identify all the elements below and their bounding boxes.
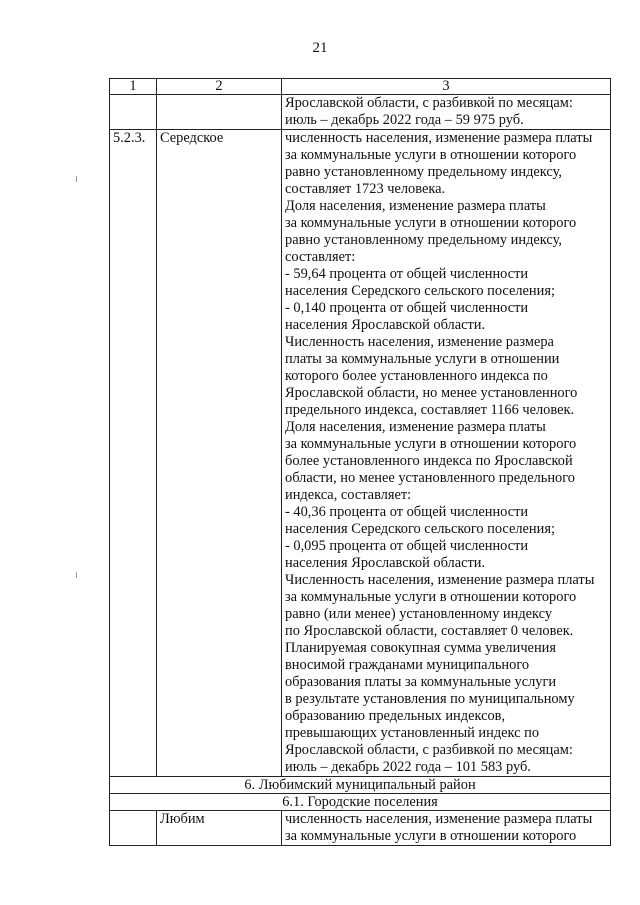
header-col-1: 1 [110, 79, 157, 95]
data-table [109, 78, 611, 846]
table-row-5-2-3 [110, 130, 611, 777]
settlement-name: Середское [157, 130, 282, 777]
continuation-num-cell [110, 95, 157, 130]
table-row-lubim [110, 811, 611, 846]
margin-mark-bottom [76, 572, 77, 578]
section-heading-6-1: 6.1. Городские поселения [110, 794, 611, 811]
section-heading-6: 6. Любимский муниципальный район [110, 777, 611, 794]
header-col-2: 2 [157, 79, 282, 95]
margin-mark-top [76, 176, 77, 182]
table-header-row [110, 79, 611, 95]
row-number: 5.2.3. [110, 130, 157, 777]
continuation-row [110, 95, 611, 130]
settlement-name: Любим [157, 811, 282, 846]
row-description: численность населения, изменение размера платы за коммунальные услуги в отношении которого равно установленному предельному индексу, составляет 1723 человека. Доля населения, изменение размера платы за коммунальные услуги в отношении которого равно установленному предельному индексу, составляет: - 59,64 процента от общей численности населения Середского сельского поселения; - 0,140 процента от общей численности населения Ярославской области. Численность населения, изменение размера платы за коммунальные услуги в отношении которого более установленного индекса по Ярославской области, но менее установленного предельного индекса, составляет 1166 человек. Доля населения, изменение размера платы за коммунальные услуги в отношении которого более установленного индекса по Ярославской области, но менее установленного предельного индекса, составляет: - 40,36 процента от общей численности населения Середского сельского поселения; - 0,095 процента от общей численности населения Ярославской области. Численность населения, изменение размера платы за коммунальные услуги в отношении которого равно (или менее) установленному индексу по Ярославской области, составляет 0 человек. Планируемая совокупная сумма увеличения вносимой гражданами муниципального образования платы за коммунальные услуги в результате установления по муниципальному образованию предельных индексов, превышающих установленный индекс по Ярославской области, с разбивкой по месяцам: июль – декабрь 2022 года – 101 583 руб. [282, 130, 611, 777]
row-description: численность населения, изменение размера платы за коммунальные услуги в отношении которого [282, 811, 611, 846]
section-heading-row [110, 777, 611, 794]
page-number: 21 [312, 40, 328, 56]
continuation-name-cell [157, 95, 282, 130]
row-number [110, 811, 157, 846]
continuation-text: Ярославской области, с разбивкой по месяцам: июль – декабрь 2022 года – 59 975 руб. [282, 95, 611, 130]
header-col-3: 3 [282, 79, 611, 95]
subsection-heading-row [110, 794, 611, 811]
